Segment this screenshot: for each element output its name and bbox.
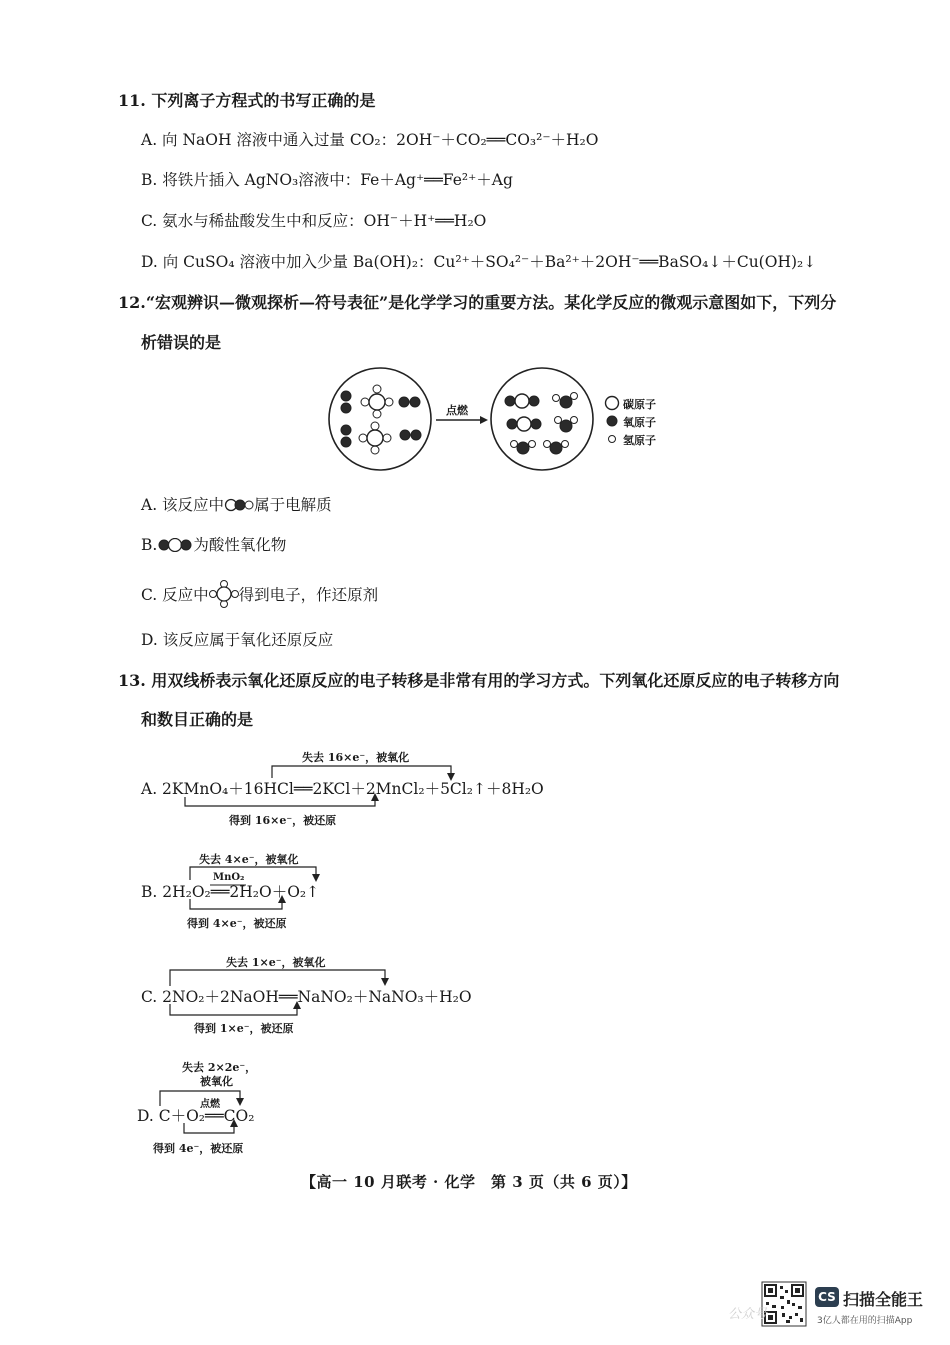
q12-option-a-prefix: A. 该反应中 xyxy=(141,496,225,514)
q12-option-c-suffix: 得到电子，作还原剂 xyxy=(238,586,379,604)
q13-option-c-equation: C. 2NO₂＋2NaOH══NaNO₂＋NaNO₃＋H₂O xyxy=(141,988,472,1006)
q11-option-a: A. 向 NaOH 溶液中通入过量 CO₂：2OH⁻＋CO₂══CO₃²⁻＋H₂O xyxy=(141,131,599,149)
q13-option-d-equation: D. C＋O₂══CO₂ xyxy=(137,1107,255,1125)
q13-d-bottom-label: 得到 4e⁻，被还原 xyxy=(153,1142,244,1155)
legend-carbon-label: 碳原子 xyxy=(623,398,656,411)
q11-stem: 11. 下列离子方程式的书写正确的是 xyxy=(118,91,376,110)
q11-option-c: C. 氨水与稀盐酸发生中和反应：OH⁻＋H⁺══H₂O xyxy=(141,212,487,230)
q13-c-bottom-label: 得到 1×e⁻，被还原 xyxy=(194,1022,294,1035)
q13-d-top-label-1: 失去 2×2e⁻， xyxy=(182,1061,257,1074)
q12-stem-line2: 析错误的是 xyxy=(141,333,222,352)
reaction-condition-label: 点燃 xyxy=(446,404,468,417)
q13-option-b-equation: B. 2H₂O₂══2H₂O＋O₂↑ xyxy=(141,883,320,901)
page-footer: 【高一 10 月联考 · 化学 第 3 页（共 6 页）】 xyxy=(301,1173,637,1191)
q12-option-c-prefix: C. 反应中 xyxy=(141,586,209,604)
q13-stem-line1: 13. 用双线桥表示氧化还原反应的电子转移是非常有用的学习方式。下列氧化还原反应的电子转移方向 xyxy=(118,671,840,690)
scanner-app-tagline: 3亿人都在用的扫描App xyxy=(817,1316,913,1326)
q12-option-b-suffix: 为酸性氧化物 xyxy=(193,536,287,554)
q13-d-condition: 点燃 xyxy=(200,1099,220,1110)
q11-option-b: B. 将铁片插入 AgNO₃溶液中：Fe＋Ag⁺══Fe²⁺＋Ag xyxy=(141,171,513,189)
q13-a-bottom-label: 得到 16×e⁻，被还原 xyxy=(229,814,337,827)
watermark-text: 公众号 xyxy=(728,1307,768,1322)
q13-b-catalyst: MnO₂ xyxy=(213,872,245,883)
q13-a-top-label: 失去 16×e⁻，被氧化 xyxy=(302,751,410,764)
scanner-app-name: 扫描全能王 xyxy=(843,1290,924,1309)
cs-badge-icon: CS xyxy=(815,1287,839,1307)
q12-option-a-suffix: 属于电解质 xyxy=(254,496,332,514)
q13-b-bottom-label: 得到 4×e⁻，被还原 xyxy=(187,917,287,930)
q13-stem-line2: 和数目正确的是 xyxy=(141,710,254,729)
q11-option-d: D. 向 CuSO₄ 溶液中加入少量 Ba(OH)₂：Cu²⁺＋SO₄²⁻＋Ba²⁺＋2OH⁻══BaSO₄↓＋Cu(OH)₂↓ xyxy=(141,253,817,271)
q13-b-top-label: 失去 4×e⁻，被氧化 xyxy=(199,853,299,866)
q13-c-top-label: 失去 1×e⁻，被氧化 xyxy=(226,956,326,969)
q13-option-a-equation: A. 2KMnO₄＋16HCl══2KCl＋2MnCl₂＋5Cl₂↑＋8H₂O xyxy=(141,780,544,798)
q12-option-b-prefix: B. xyxy=(141,536,158,554)
q13-d-top-label-2: 被氧化 xyxy=(200,1075,233,1088)
legend-oxygen-label: 氧原子 xyxy=(623,416,656,429)
legend-hydrogen-label: 氢原子 xyxy=(623,434,656,447)
q12-stem-line1: 12.“宏观辨识—微观探析—符号表征”是化学学习的重要方法。某化学反应的微观示意图如下，下列分 xyxy=(118,293,837,312)
q12-option-d: D. 该反应属于氧化还原反应 xyxy=(141,631,334,649)
